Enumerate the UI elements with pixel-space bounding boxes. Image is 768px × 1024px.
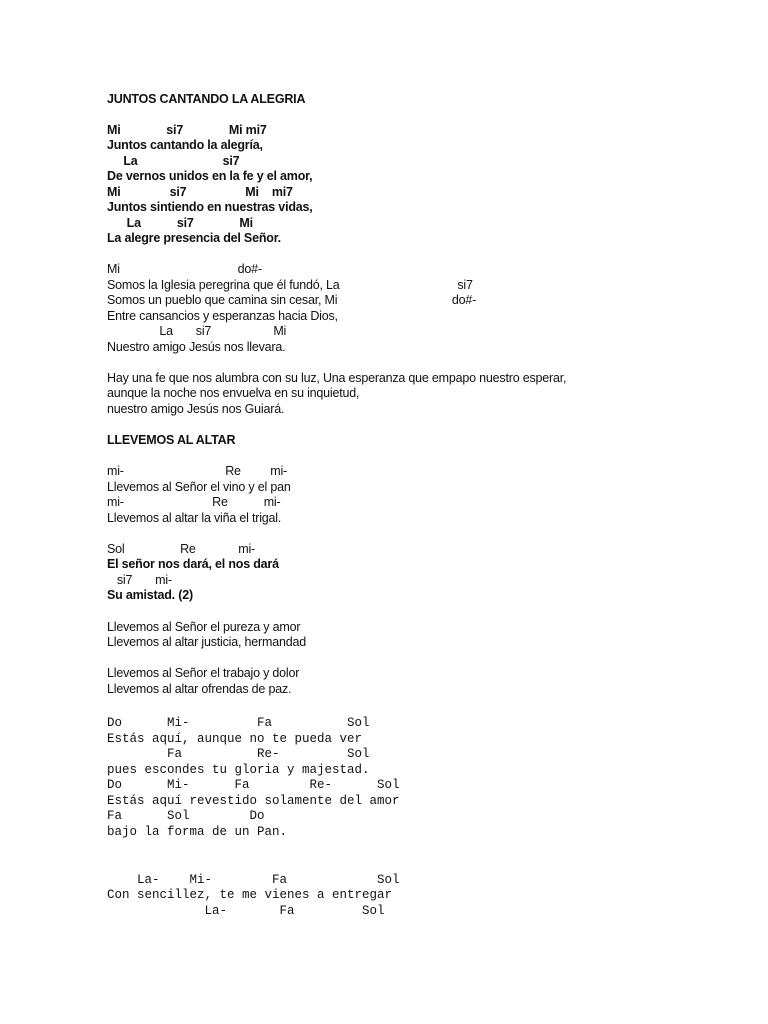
chord-line: La si7: [107, 154, 240, 168]
lyric-line: bajo la forma de un Pan.: [107, 825, 288, 839]
chord-line: si7 mi-: [107, 573, 172, 587]
lyric-line: Entre cansancios y esperanzas hacia Dios,: [107, 309, 338, 323]
chord-line: La- Mi- Fa Sol: [107, 873, 400, 887]
lyric-line: Llevemos al altar ofrendas de paz.: [107, 682, 292, 696]
chord-line: La- Fa Sol: [107, 904, 385, 918]
lyric-line: De vernos unidos en la fe y el amor,: [107, 169, 313, 183]
lyric-line: Juntos cantando la alegría,: [107, 138, 263, 152]
lyric-line: Llevemos al altar justicia, hermandad: [107, 635, 306, 649]
lyric-line: La alegre presencia del Señor.: [107, 231, 281, 245]
song1-title: JUNTOS CANTANDO LA ALEGRIA: [107, 92, 306, 106]
chord-line: La si7 Mi: [107, 324, 287, 338]
chord-line: mi- Re mi-: [107, 464, 287, 478]
chord-line: Do Mi- Fa Re- Sol: [107, 778, 400, 792]
lyric-line: pues escondes tu gloria y majestad.: [107, 763, 370, 777]
lyric-line: aunque la noche nos envuelva en su inquietud,: [107, 386, 360, 400]
lyric-line: Hay una fe que nos alumbra con su luz, Una esperanza que empapo nuestro esperar,: [107, 371, 567, 385]
chord-line: Do Mi- Fa Sol: [107, 716, 370, 730]
chord-line: Mi si7 Mi mi7: [107, 185, 293, 199]
lyric-line: Su amistad. (2): [107, 588, 193, 602]
song2-title: LLEVEMOS AL ALTAR: [107, 433, 236, 447]
lyric-line: Estás aquí revestido solamente del amor: [107, 794, 400, 808]
chord-line: mi- Re mi-: [107, 495, 281, 509]
lyric-line: Juntos sintiendo en nuestras vidas,: [107, 200, 313, 214]
lyric-line: Llevemos al Señor el vino y el pan: [107, 480, 291, 494]
chord-line: Sol Re mi-: [107, 542, 255, 556]
lyric-line: El señor nos dará, el nos dará: [107, 557, 279, 571]
chord-line: Fa Re- Sol: [107, 747, 370, 761]
lyric-line: Nuestro amigo Jesús nos llevara.: [107, 340, 286, 354]
lyric-line: Llevemos al Señor el trabajo y dolor: [107, 666, 300, 680]
lyric-line: Llevemos al altar la viña el trigal.: [107, 511, 282, 525]
lyric-line: nuestro amigo Jesús nos Guiará.: [107, 402, 285, 416]
lyric-line: Llevemos al Señor el pureza y amor: [107, 620, 301, 634]
lyric-line: Somos un pueblo que camina sin cesar, Mi do#-: [107, 293, 477, 307]
chord-line: La si7 Mi: [107, 216, 253, 230]
chord-line: Mi do#-: [107, 262, 262, 276]
lyric-line: Estás aquí, aunque no te pueda ver: [107, 732, 363, 746]
lyric-line: Somos la Iglesia peregrina que él fundó, La si7: [107, 278, 473, 292]
lyric-line: Con sencillez, te me vienes a entregar: [107, 888, 393, 902]
chord-line: Mi si7 Mi mi7: [107, 123, 267, 137]
chord-line: Fa Sol Do: [107, 809, 265, 823]
